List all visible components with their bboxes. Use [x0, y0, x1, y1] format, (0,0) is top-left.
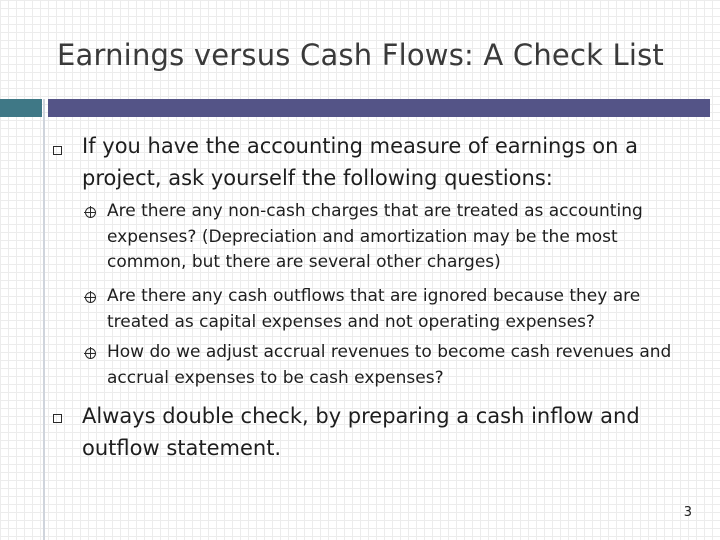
title-rule [48, 99, 710, 117]
bullet-1-text: If you have the accounting measure of earnings on a project, ask yourself the following questions: [82, 134, 639, 190]
sub-bullet-3-text: How do we adjust accrual revenues to become cash revenues and accrual expenses to be cash expenses? [107, 342, 672, 388]
target-bullet-icon [85, 348, 96, 359]
target-bullet-icon [85, 292, 96, 303]
title-rule-accent [0, 99, 42, 117]
square-bullet-icon [53, 146, 62, 155]
slide-title: Earnings versus Cash Flows: A Check List [57, 38, 665, 72]
square-bullet-icon [53, 414, 62, 423]
left-vertical-rule [43, 99, 45, 540]
bullet-2-text: Always double check, by preparing a cash inflow and outflow statement. [82, 404, 640, 460]
sub-bullet-1-text: Are there any non-cash charges that are treated as accounting expenses? (Depreciation and amortization may be the most common, but there are several other charges) [107, 201, 643, 272]
sub-bullet-2-text: Are there any cash outflows that are ignored because they are treated as capital expenses and not operating expenses? [107, 286, 641, 332]
target-bullet-icon [85, 207, 96, 218]
page-number: 3 [683, 505, 692, 520]
